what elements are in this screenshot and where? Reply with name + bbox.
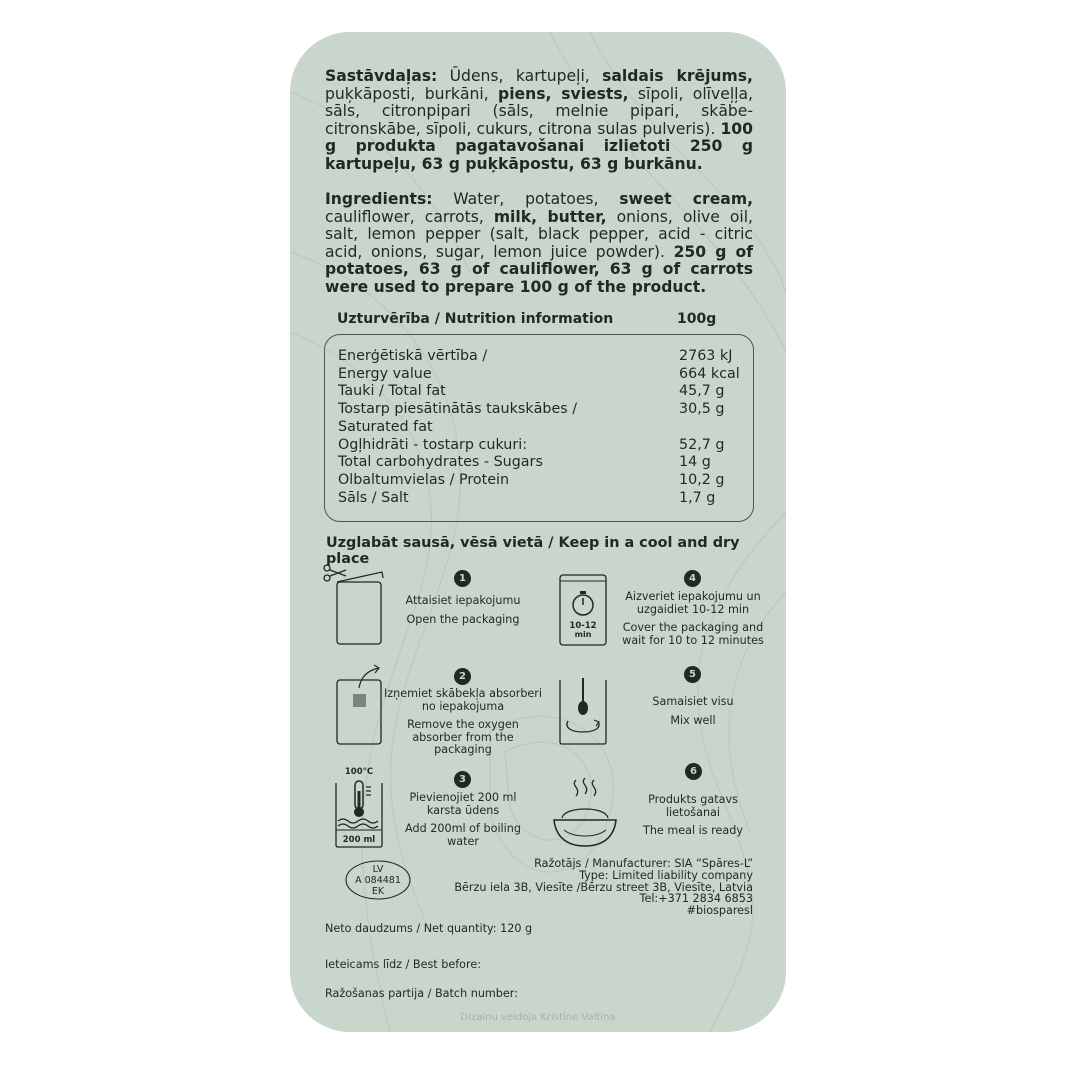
step-6-text — [628, 794, 758, 838]
ingredients-lv-segment: Ūdens, kartupeļi, — [449, 67, 603, 85]
step-6-en: The meal is ready — [643, 824, 743, 837]
step-1-en: Open the packaging — [406, 612, 520, 626]
ingredients-lv-segment: sīpoli, olīveļļa, sāls, citronpipari (sāls, melnie pipari, skābe- citronskābe, sīpoli, cukurs, citrona sulas pulveris). — [325, 84, 753, 138]
step-5-number: 5 — [684, 666, 701, 683]
manufacturer-line: Bērzu iela 3B, Viesīte /Bērzu street 3B, Viesīte, Latvia — [454, 880, 753, 894]
nutrition-row-value: 664 kcal — [679, 365, 740, 382]
nutrition-row-value: 2763 kJ — [679, 348, 733, 364]
net-quantity: Neto daudzums / Net quantity: 120 g — [325, 922, 533, 935]
ingredients-en-segment: onions, olive oil, salt, lemon pepper (salt, black pepper, acid - citric acid, onions, sugar, lemon juice powder). — [325, 207, 753, 261]
batch-number: Ražošanas partija / Batch number: — [325, 987, 518, 1000]
nutrition-row-value: 45,7 g — [679, 383, 725, 400]
manufacturer-line: #biosparesl — [686, 904, 753, 918]
step-5-lv: Samaisiet visu — [652, 695, 734, 708]
step-1-lv: Attaisiet iepakojumu — [405, 594, 521, 607]
step-3-en: Add 200ml of boiling water — [405, 822, 521, 848]
nutrition-row-label: Ogļhidrāti - tostarp cukuri: — [338, 436, 528, 453]
nutrition-row-value: 52,7 g — [679, 436, 725, 453]
manufacturer-line: Tel:+371 2834 6853 — [639, 892, 753, 906]
nutrition-row-label: Tauki / Total fat — [338, 383, 446, 400]
ingredients-en-segment: milk, butter, — [493, 207, 607, 226]
best-before: Ieteicams līdz / Best before: — [325, 958, 482, 971]
nutrition-title: Uzturvērība / Nutrition information — [337, 311, 614, 327]
nutrition-row-label: Saturated fat — [338, 418, 433, 435]
ingredients-english — [325, 191, 753, 297]
step-2-number: 2 — [454, 668, 471, 685]
step-4-en: Cover the packaging and wait for 10 to 12 minutes — [622, 621, 764, 647]
manufacturer-info — [420, 858, 753, 917]
stamp-line: A 084481 — [355, 875, 401, 886]
manufacturer-line: Type: Limited liability company — [579, 868, 753, 882]
nutrition-row-value: 30,5 g — [679, 401, 725, 418]
nutrition-row-value: 1,7 g — [679, 489, 716, 506]
temperature-label: 100°C — [344, 767, 374, 777]
nutrition-per: 100g — [677, 311, 717, 327]
stopwatch-icon — [558, 573, 608, 647]
spoon-stir-icon — [558, 676, 608, 746]
ingredients-lv-segment: piens, sviests, — [498, 84, 629, 103]
ingredients-lv-label: Sastāvdaļas: — [325, 67, 438, 85]
product-label — [290, 32, 786, 1032]
step-1-text — [393, 595, 533, 626]
ingredients-en-segment: cauliflower, carrots, — [325, 207, 494, 226]
nutrition-row-label: Tostarp piesātinātās taukskābes / — [338, 401, 578, 418]
stamp-line: EK — [371, 886, 385, 897]
nutrition-row-label: Enerģētiskā vērtība / — [338, 348, 488, 364]
stamp-line: LV — [372, 864, 384, 875]
step-5-en: Mix well — [670, 713, 716, 727]
storage-instructions: Uzglabāt sausā, vēsā vietā / Keep in a cool and dry place — [326, 535, 740, 567]
ingredients-en-label: Ingredients: — [325, 190, 433, 208]
manufacturer-line: Ražotājs / Manufacturer: SIA “Spāres-L” — [534, 857, 753, 870]
step-4-number: 4 — [684, 570, 701, 587]
step-6-lv: Produkts gatavs lietošanai — [648, 793, 738, 819]
ingredients-en-segment: 250 g of potatoes, 63 g of cauliflower, 63 g of carrots were used to prepare 100 g of the product. — [325, 242, 753, 296]
scissors-package-icon — [322, 562, 386, 647]
ingredients-en-segment: sweet cream, — [619, 190, 753, 208]
step-2-lv: Izņemiet skābekļa absorberi no iepakojuma — [383, 687, 543, 713]
step-3-number: 3 — [454, 771, 471, 788]
nutrition-table — [324, 334, 754, 522]
nutrition-row-value: 10,2 g — [679, 471, 725, 488]
step-3-text — [393, 792, 533, 848]
ingredients-latvian — [325, 68, 753, 174]
nutrition-header — [337, 311, 717, 327]
step-4-lv: Aizveriet iepakojumu un uzgaidiet 10-12 min — [625, 590, 761, 616]
thermometer-water-icon — [334, 765, 392, 849]
step-4-text — [618, 591, 768, 647]
step-1-number: 1 — [454, 570, 471, 587]
ingredients-lv-segment: puķkāposti, burkāni, — [325, 84, 499, 103]
nutrition-row-label: Sāls / Salt — [338, 489, 409, 506]
designer-credit: Dizainu veidoja Kristīne Valtiņa — [460, 1012, 616, 1023]
nutrition-row-label: Total carbohydrates - Sugars — [338, 454, 543, 471]
step-2-en: Remove the oxygen absorber from the packaging — [407, 718, 519, 756]
bowl-icon — [550, 778, 620, 850]
nutrition-row-value: 14 g — [679, 454, 711, 471]
step-2-text — [383, 688, 543, 757]
water-label: 200 ml — [342, 835, 376, 845]
timer-unit: min — [574, 630, 592, 639]
ingredients-lv-segment: 100 g produkta pagatavošanai izlietoti 250 g kartupeļu, 63 g puķkāpostu, 63 g burkānu. — [325, 119, 753, 173]
timer-label: 10-12 — [569, 621, 597, 631]
step-6-number: 6 — [685, 763, 702, 780]
ingredients-en-segment: Water, potatoes, — [453, 190, 620, 208]
ingredients-lv-segment: saldais krējums, — [602, 67, 753, 85]
step-5-text — [628, 696, 758, 727]
nutrition-row-label: Olbaltumvielas / Protein — [338, 471, 510, 488]
eco-certification-stamp — [344, 859, 412, 901]
nutrition-row-label: Energy value — [338, 365, 432, 382]
step-3-lv: Pievienojiet 200 ml karsta ūdens — [409, 791, 517, 817]
